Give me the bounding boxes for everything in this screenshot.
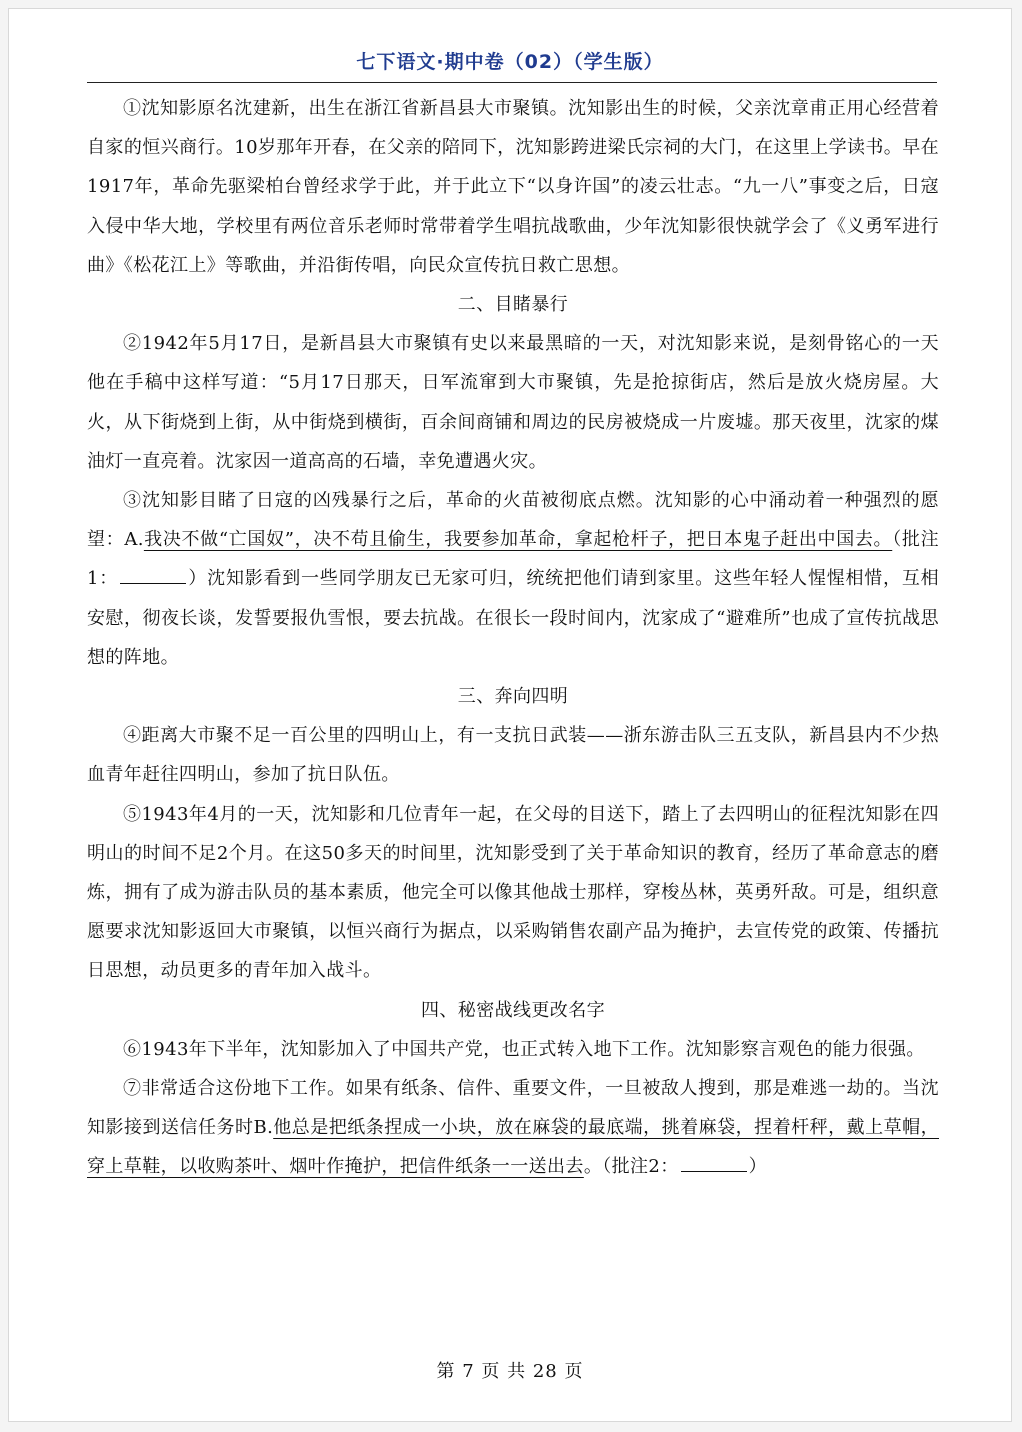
underlined-sentence-b: 他总是把纸条捏成一小块，放在麻袋的最底端，挑着麻袋，捏着杆秤，戴上草帽，穿上草鞋，以收购茶叶、烟叶作掩护，把信件纸条一一送出去	[87, 1117, 939, 1178]
document-page	[8, 8, 1012, 1422]
paragraph-3-rest: ）沈知影看到一些同学朋友已无家可归，统统把他们请到家里。这些年轻人惺惺相惜，互相安慰，彻夜长谈，发誓要报仇雪恨，要去抗战。在很长一段时间内，沈家成了“避难所”也成了宣传抗战思想的阵地。	[87, 568, 939, 668]
annotation-2-blank[interactable]	[681, 1153, 747, 1172]
annotation-1-label: （批注1：	[87, 529, 939, 590]
paragraph-6: ⑥1943年下半年，沈知影加入了中国共产党，也正式转入地下工作。沈知影察言观色的能力很强。	[123, 1038, 925, 1060]
paragraph-7-intro: ⑦非常适合这份地下工作。如果有纸条、信件、重要文件，一旦被敌人搜到，那是难逃一劫的。当沈知影接到送信任务时B.	[87, 1078, 939, 1139]
annotation-2-label: （批注2：	[602, 1156, 679, 1178]
paragraph-2: ②1942年5月17日，是新昌县大市聚镇有史以来最黑暗的一天，对沈知影来说，是刻骨铭心的一天他在手稿中这样写道：“5月17日那天，日军流窜到大市聚镇，先是抢掠街店，然后是放火烧房屋。大火，从下街烧到上街，从中街烧到横街，百余间商铺和周边的民房被烧成一片废墟。那天夜里，沈家的煤油灯一直亮着。沈家因一道高高的石墙，幸免遭遇火灾。	[87, 333, 939, 472]
section-heading-4: 四、秘密战线更改名字	[421, 999, 605, 1021]
paragraph-3	[87, 481, 939, 677]
paragraph-1: ①沈知影原名沈建新，出生在浙江省新昌县大市聚镇。沈知影出生的时候，父亲沈章甫正用心经营着自家的恒兴商行。10岁那年开春，在父亲的陪同下，沈知影跨进梁氏宗祠的大门，在这里上学读书。早在1917年，革命先驱梁柏台曾经求学于此，并于此立下“以身许国”的凌云壮志。“九一八”事变之后，日寇入侵中华大地，学校里有两位音乐老师时常带着学生唱抗战歌曲，少年沈知影很快就学会了《义勇军进行曲》《松花江上》等歌曲，并沿街传唱，向民众宣传抗日救亡思想。	[87, 98, 939, 276]
paragraph-7	[87, 1069, 939, 1187]
paragraph-5: ⑤1943年4月的一天，沈知影和几位青年一起，在父母的目送下，踏上了去四明山的征程沈知影在四明山的时间不足2个月。在这50多天的时间里，沈知影受到了关于革命知识的教育，经历了革命意志的磨炼，拥有了成为游击队员的基本素质，他完全可以像其他战士那样，穿梭丛林，英勇歼敌。可是，组织意愿要求沈知影返回大市聚镇，以恒兴商行为据点，以采购销售农副产品为掩护，去宣传党的政策、传播抗日思想，动员更多的青年加入战斗。	[87, 803, 939, 982]
annotation-2-close: ）	[748, 1156, 768, 1178]
section-heading-2: 二、目睹暴行	[457, 294, 569, 316]
paragraph-3-intro: ③沈知影目睹了日寇的凶残暴行之后，革命的火苗被彻底点燃。沈知影的心中涌动着一种强烈的愿望：A.	[87, 490, 939, 551]
annotation-1-blank[interactable]	[120, 565, 186, 584]
section-heading-3: 三、奔向四明	[457, 686, 569, 708]
article-body	[87, 89, 939, 1187]
underlined-sentence-a: 我决不做“亡国奴”，决不苟且偷生，我要参加革命，拿起枪杆子，把日本鬼子赶出中国去。	[143, 529, 893, 551]
page-header-title: 七下语文·期中卷（02）（学生版）	[356, 51, 664, 73]
page-number-footer: 第 7 页 共 28 页	[436, 1361, 584, 1382]
header-divider	[87, 82, 937, 83]
paragraph-7-period: 。	[583, 1156, 603, 1178]
paragraph-4: ④距离大市聚不足一百公里的四明山上，有一支抗日武装——浙东游击队三五支队，新昌县内不少热血青年赶往四明山，参加了抗日队伍。	[87, 725, 939, 786]
